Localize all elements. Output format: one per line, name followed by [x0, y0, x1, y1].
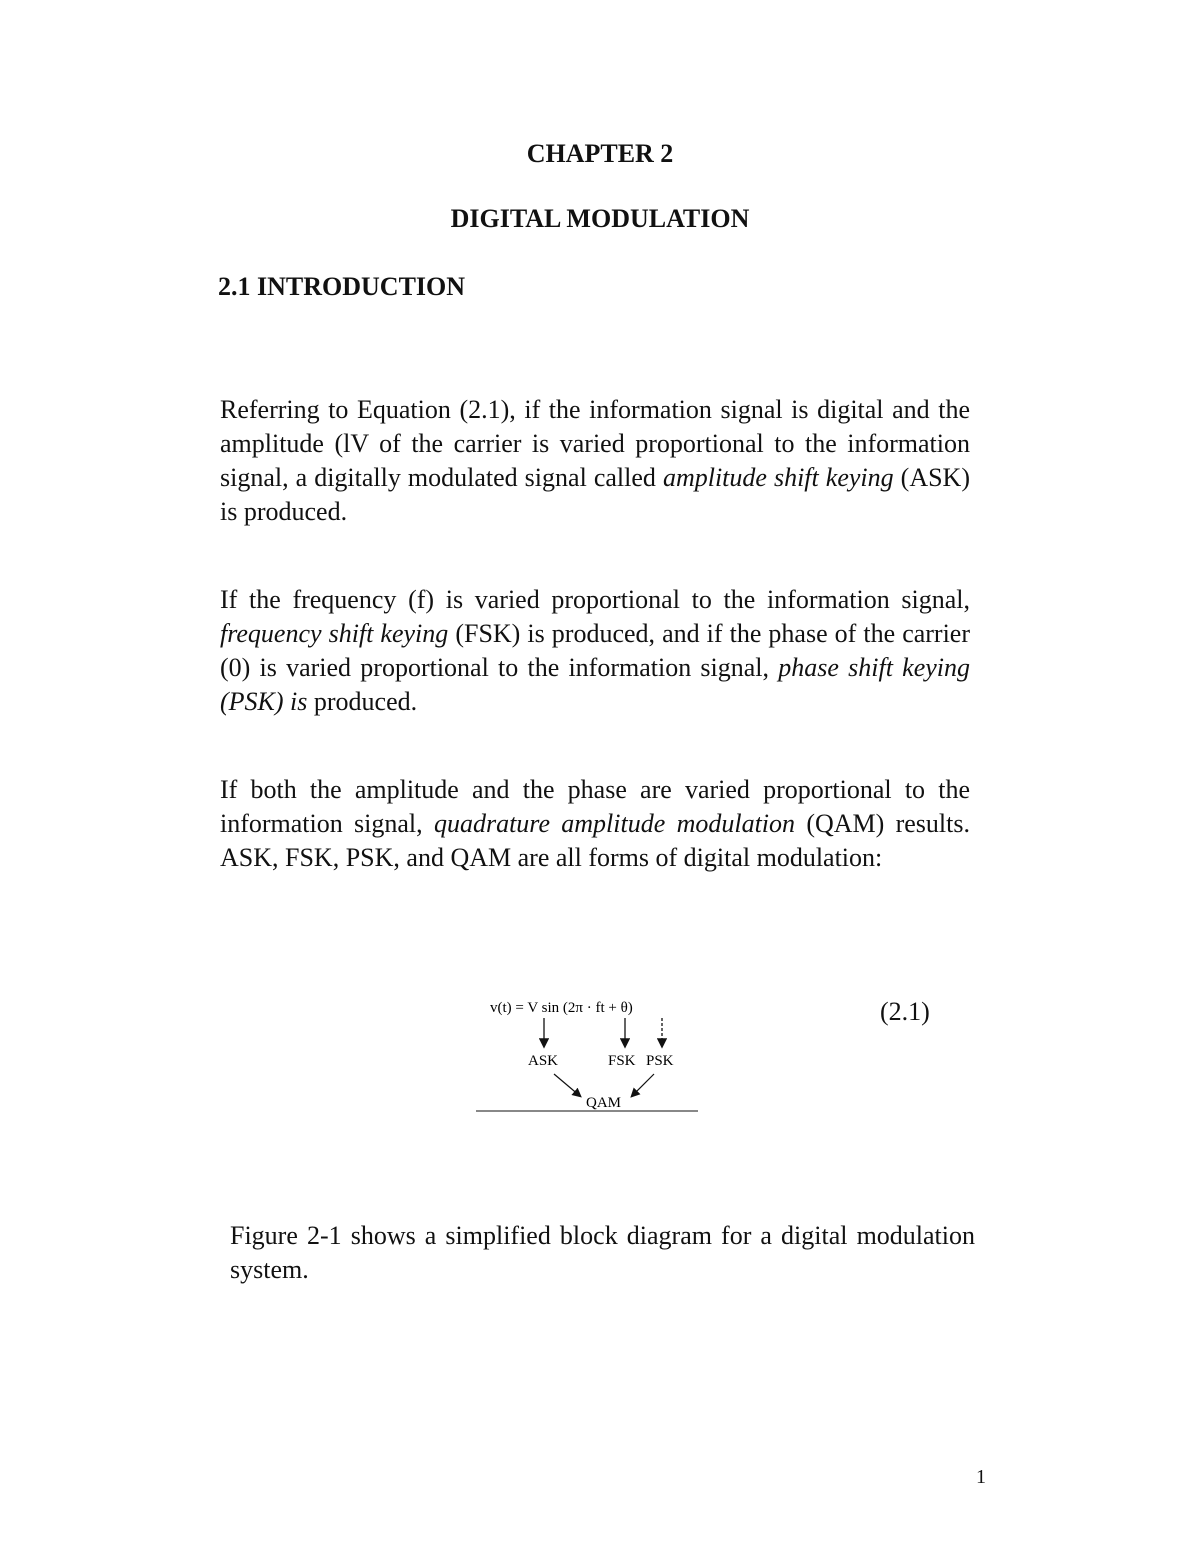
- paragraph-text: If both the amplitude and the phase are varied proportional to the information signal,: [220, 775, 970, 838]
- paragraph-qam: [220, 773, 970, 875]
- label-fsk: FSK: [608, 1053, 636, 1069]
- paragraph-text: If the frequency (f) is varied proportional to the information signal,: [220, 585, 970, 614]
- equation-diagram: [470, 990, 710, 1120]
- paragraph-fsk-psk: [220, 583, 970, 719]
- chapter-heading: CHAPTER 2: [526, 139, 674, 168]
- arrow-ask-to-qam: [554, 1074, 580, 1096]
- label-ask: ASK: [528, 1053, 559, 1069]
- term-ask: amplitude shift keying: [662, 463, 894, 492]
- term-fsk: frequency shift keying: [220, 619, 449, 648]
- equation-number: (2.1): [880, 997, 930, 1026]
- section-heading: 2.1 INTRODUCTION: [218, 272, 466, 301]
- paragraph-text: (QAM) results. ASK, FSK, PSK, and QAM are all forms of digital modulation:: [220, 809, 970, 872]
- label-qam: QAM: [586, 1095, 622, 1111]
- arrow-psk-to-qam: [632, 1074, 654, 1096]
- page-number: 1: [976, 1466, 986, 1488]
- paragraph-text: (FSK) is produced, and if the phase of the carrier (0) is varied proportional to the information signal,: [220, 619, 971, 682]
- label-psk: PSK: [646, 1053, 674, 1069]
- paragraph-text: (ASK) is produced.: [220, 463, 970, 526]
- equation-formula: v(t) = V sin (2π · ft + θ): [490, 1000, 633, 1016]
- chapter-title: DIGITAL MODULATION: [450, 204, 750, 233]
- term-qam: quadrature amplitude modulation: [433, 809, 796, 838]
- paragraph-text: Referring to Equation (2.1), if the information signal is digital and the amplitude (lV of the carrier is varied proportional to the information signal, a digitally modulated signal called: [220, 395, 970, 492]
- paragraph-ask: [220, 393, 970, 529]
- term-psk: phase shift keying (PSK) is: [220, 653, 970, 716]
- paragraph-text: produced.: [307, 687, 418, 716]
- paragraph-figure-ref: Figure 2-1 shows a simplified block diagram for a digital modulation system.: [230, 1221, 975, 1284]
